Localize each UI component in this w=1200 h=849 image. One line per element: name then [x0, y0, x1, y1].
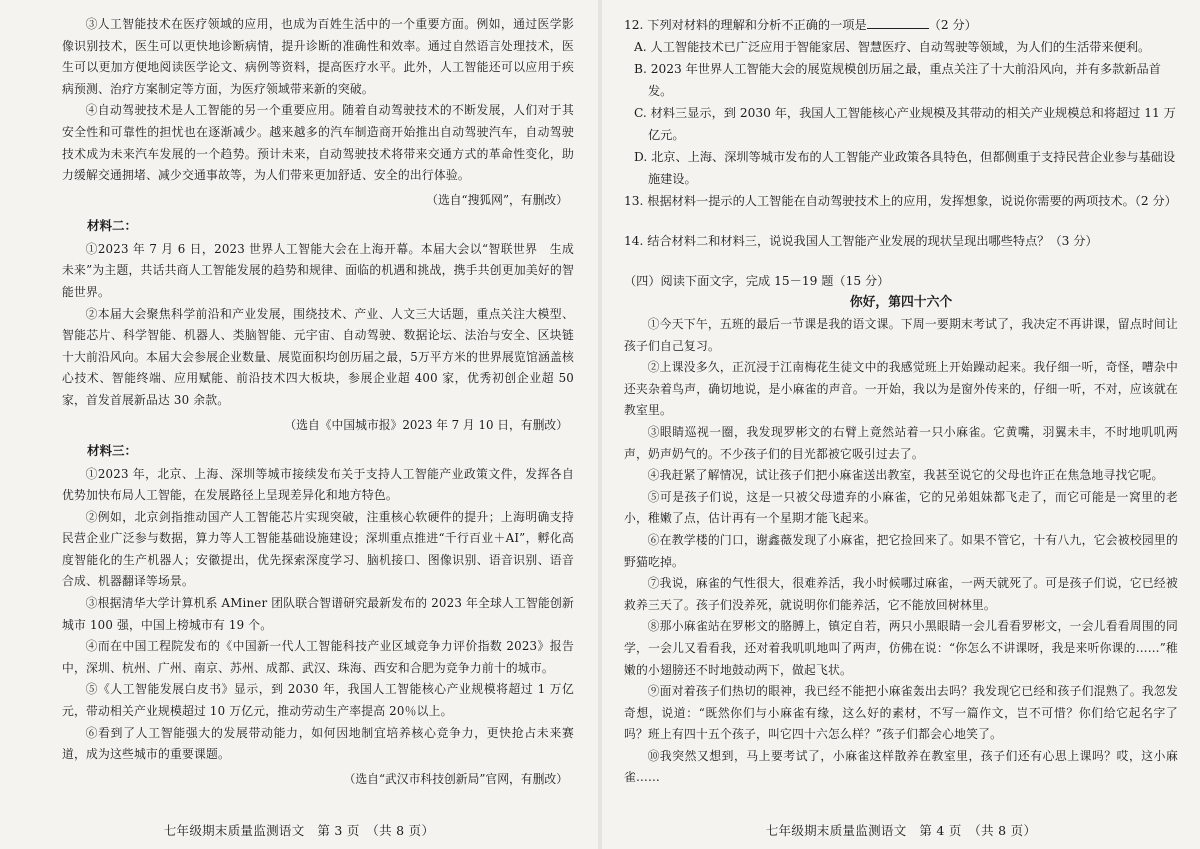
- story-para-2: ②上课没多久，正沉浸于江南梅花生徒文中的我感觉班上开始躁动起来。我仔细一听，奇怪，嘈杂中还夹杂着鸟声，确切地说，是小麻雀的声音。一开始，我以为是窗外传来的，仔细一听，不对，应该就在教室里。: [624, 360, 1178, 418]
- material2-para-2: ②本届大会聚焦科学前沿和产业发展，围绕技术、产业、人文三大话题，重点关注大模型、智能芯片、科学智能、机器人、类脑智能、元宇宙、自动驾驶、数据论坛、法治与安全、区块链十大前沿风向。本届大会参展企业数量、展览面积均创历届之最，5万平方米的世界展览馆涵盖核心技术、智能终端、应用赋能、前沿技术四大板块，参展企业超 400 家，优秀初创企业超 50 家，首发首展新品达 30 余款。: [62, 306, 574, 407]
- option-a: A. 人工智能技术已广泛应用于智能家居、智慧医疗、自动驾驶等领域，为人们的生活带来便利。: [634, 40, 1151, 54]
- material3-label: 材料三：: [87, 442, 138, 458]
- story-para-10: ⑩我突然又想到，马上要考试了，小麻雀这样散养在教室里，孩子们还有心思上课吗？哎，这小麻雀……: [624, 748, 1178, 785]
- option-b: B. 2023 年世界人工智能大会的展览规模创历届之最，重点关注了十大前沿风向，并有多款新品首发。: [634, 62, 1161, 98]
- story-title: 你好，第四十六个: [849, 295, 953, 310]
- material3-para-3: ③根据清华大学计算机系 AMiner 团队联合智谱研究最新发布的 2023 年全球人工智能创新城市 100 强，中国上榜城市有 19 个。: [62, 596, 574, 632]
- material3-para-5: ⑤《人工智能发展白皮书》显示，到 2030 年，我国人工智能核心产业规模将超过 1 万亿元，带动相关产业规模超过 10 万亿元，推动劳动生产率提高 20％以上。: [62, 682, 574, 719]
- source-citation-3: （选自“武汉市科技创新局”官网，有删改）: [343, 771, 568, 786]
- section-4-heading: （四）阅读下面文字，完成 15－19 题（15 分）: [624, 274, 890, 288]
- story-para-5: ⑤可是孩子们说，这是一只被父母遗弃的小麻雀，它的兄弟姐妹都飞走了，而它可能是一窝里的老小，稚嫩了点，估计再有一个星期才能飞起来。: [624, 489, 1178, 526]
- material3-para-4: ④而在中国工程院发布的《中国新一代人工智能科技产业区域竞争力评价指数 2023》报告中，深圳、杭州、广州、南京、苏州、成都、武汉、珠海、西安和合肥为竞争力前十的城市。: [62, 639, 574, 675]
- question-14: 14. 结合材料二和材料三，说说我国人工智能产业发展的现状呈现出哪些特点？（3 分）: [624, 234, 1098, 248]
- page-footer-right: 七年级期末质量监测语文 第 4 页 （共 8 页）: [765, 823, 1037, 838]
- material1-para-4: ④自动驾驶技术是人工智能的另一个重要应用。随着自动驾驶技术的不断发展，人们对于其安全性和可靠性的担忧也在逐渐减少。越来越多的汽车制造商开始推出自动驾驶汽车，自动驾驶技术成为未来汽车发展的一个趋势。预计未来，自动驾驶技术将带来交通方式的革命性变化，助力缓解交通拥堵、减少交通事故等，为人们带来更加舒适、安全的出行体验。: [62, 103, 574, 183]
- answer-blank: [867, 16, 929, 29]
- question-12-score: （2 分）: [928, 18, 977, 32]
- material2-para-1: ①2023 年 7 月 6 日，2023 世界人工智能大会在上海开幕。本届大会以“智联世界 生成未来”为主题，共话共商人工智能发展的趋势和规律、面临的机遇和挑战，携手共创更加美好的智能世界。: [62, 241, 574, 299]
- option-d: D. 北京、上海、深圳等城市发布的人工智能产业政策各具特色，但都侧重于支持民营企业参与基础设施建设。: [634, 150, 1176, 186]
- story-para-4: ④我赶紧了解情况，试让孩子们把小麻雀送出教室，我甚至说它的父母也许正在焦急地寻找它呢。: [647, 468, 1164, 483]
- material3-para-1: ①2023 年，北京、上海、深圳等城市接续发布关于支持人工智能产业政策文件，发挥各自优势加快布局人工智能，在发展路径上呈现差异化和地方特色。: [62, 466, 574, 503]
- option-c: C. 材料三显示，到 2030 年，我国人工智能核心产业规模及其带动的相关产业规模总和将超过 11 万亿元。: [634, 106, 1176, 142]
- story-para-1: ①今天下午，五班的最后一节课是我的语文课。下周一要期末考试了，我决定不再讲课，留点时间让孩子们自己复习。: [624, 317, 1178, 353]
- material2-label: 材料二：: [87, 217, 138, 233]
- answer-space-13: [624, 212, 1178, 230]
- story-para-7: ⑦我说，麻雀的气性很大，很难养活，我小时候哪过麻雀，一两天就死了。可是孩子们说，它已经被救养三天了。孩子们没养死，就说明你们能养活，它不能放回树林里。: [624, 576, 1178, 612]
- question-12-text: 12. 下列对材料的理解和分析不正确的一项是: [624, 18, 867, 32]
- material1-para-3: ③人工智能技术在医疗领域的应用，也成为百姓生活中的一个重要方面。例如，通过医学影像识别技术，医生可以更快地诊断病情，提升诊断的准确性和效率。通过自然语言处理技术，医生可以更加方便地阅读医学论文、病例等资料，提高医疗水平。此外，人工智能还可以应用于疾病预测、治疗方案制定等方面，为医疗领域带来新的突破。: [62, 17, 574, 96]
- material3-para-2: ②例如，北京剑指推动国产人工智能芯片实现突破，注重核心软硬件的提升；上海明确支持民营企业广泛参与数据，算力等人工智能基础设施建设；深圳重点推进“千行百业＋AI”，孵化高度智能化的生产机器人；安徽提出，优先探索深度学习、脑机接口、图像识别、语音识别、语音合成、机器翻译等场景。: [62, 509, 574, 589]
- question-13: 13. 根据材料一提示的人工智能在自动驾驶技术上的应用，发挥想象，说说你需要的两项技术。（2 分）: [624, 194, 1177, 208]
- page-footer-left: 七年级期末质量监测语文 第 3 页 （共 8 页）: [163, 823, 435, 838]
- material3-para-6: ⑥看到了人工智能强大的发展带动能力，如何因地制宜培养核心竞争力，更快抢占未来赛道，成为这些城市的重要课题。: [62, 725, 574, 762]
- question-12: [624, 14, 1178, 36]
- source-citation-2: （选自《中国城市报》2023 年 7 月 10 日，有删改）: [284, 417, 568, 432]
- page-4: [602, 0, 1200, 849]
- story-para-8: ⑧那小麻雀站在罗彬文的胳膊上，镇定自若，两只小黑眼睛一会儿看看罗彬文，一会儿看看周围的同学，一会儿又看看我，还对着我叽叽地叫了两声，仿佛在说：“你怎么不讲课呀，我是来听你课的……”稚嫩的小翅膀还不时地鼓动两下，做起飞状。: [624, 619, 1178, 677]
- story-para-3: ③眼睛巡视一圈，我发现罗彬文的右臂上竟然站着一只小麻雀。它黄嘴，羽翼未丰，不时地叽叽两声，奶声奶气的。不少孩子们的目光都被它吸引过去了。: [624, 424, 1178, 461]
- answer-space-14: [624, 252, 1178, 268]
- source-citation-1: （选自“搜狐网”，有删改）: [426, 192, 568, 207]
- page-3: [0, 0, 598, 849]
- story-para-6: ⑥在教学楼的门口，谢鑫薇发现了小麻雀，把它捡回来了。如果不管它，十有八九，它会被校园里的野猫吃掉。: [624, 532, 1178, 569]
- story-para-9: ⑨面对着孩子们热切的眼神，我已经不能把小麻雀轰出去吗？我发现它已经和孩子们混熟了。我忽发奇想，说道：“既然你们与小麻雀有缘，这么好的素材，不写一篇作文，岂不可惜？你们给它起名字了吗？班上有四十五个孩子，叫它四十六怎么样？”孩子们都会心地笑了。: [624, 684, 1178, 742]
